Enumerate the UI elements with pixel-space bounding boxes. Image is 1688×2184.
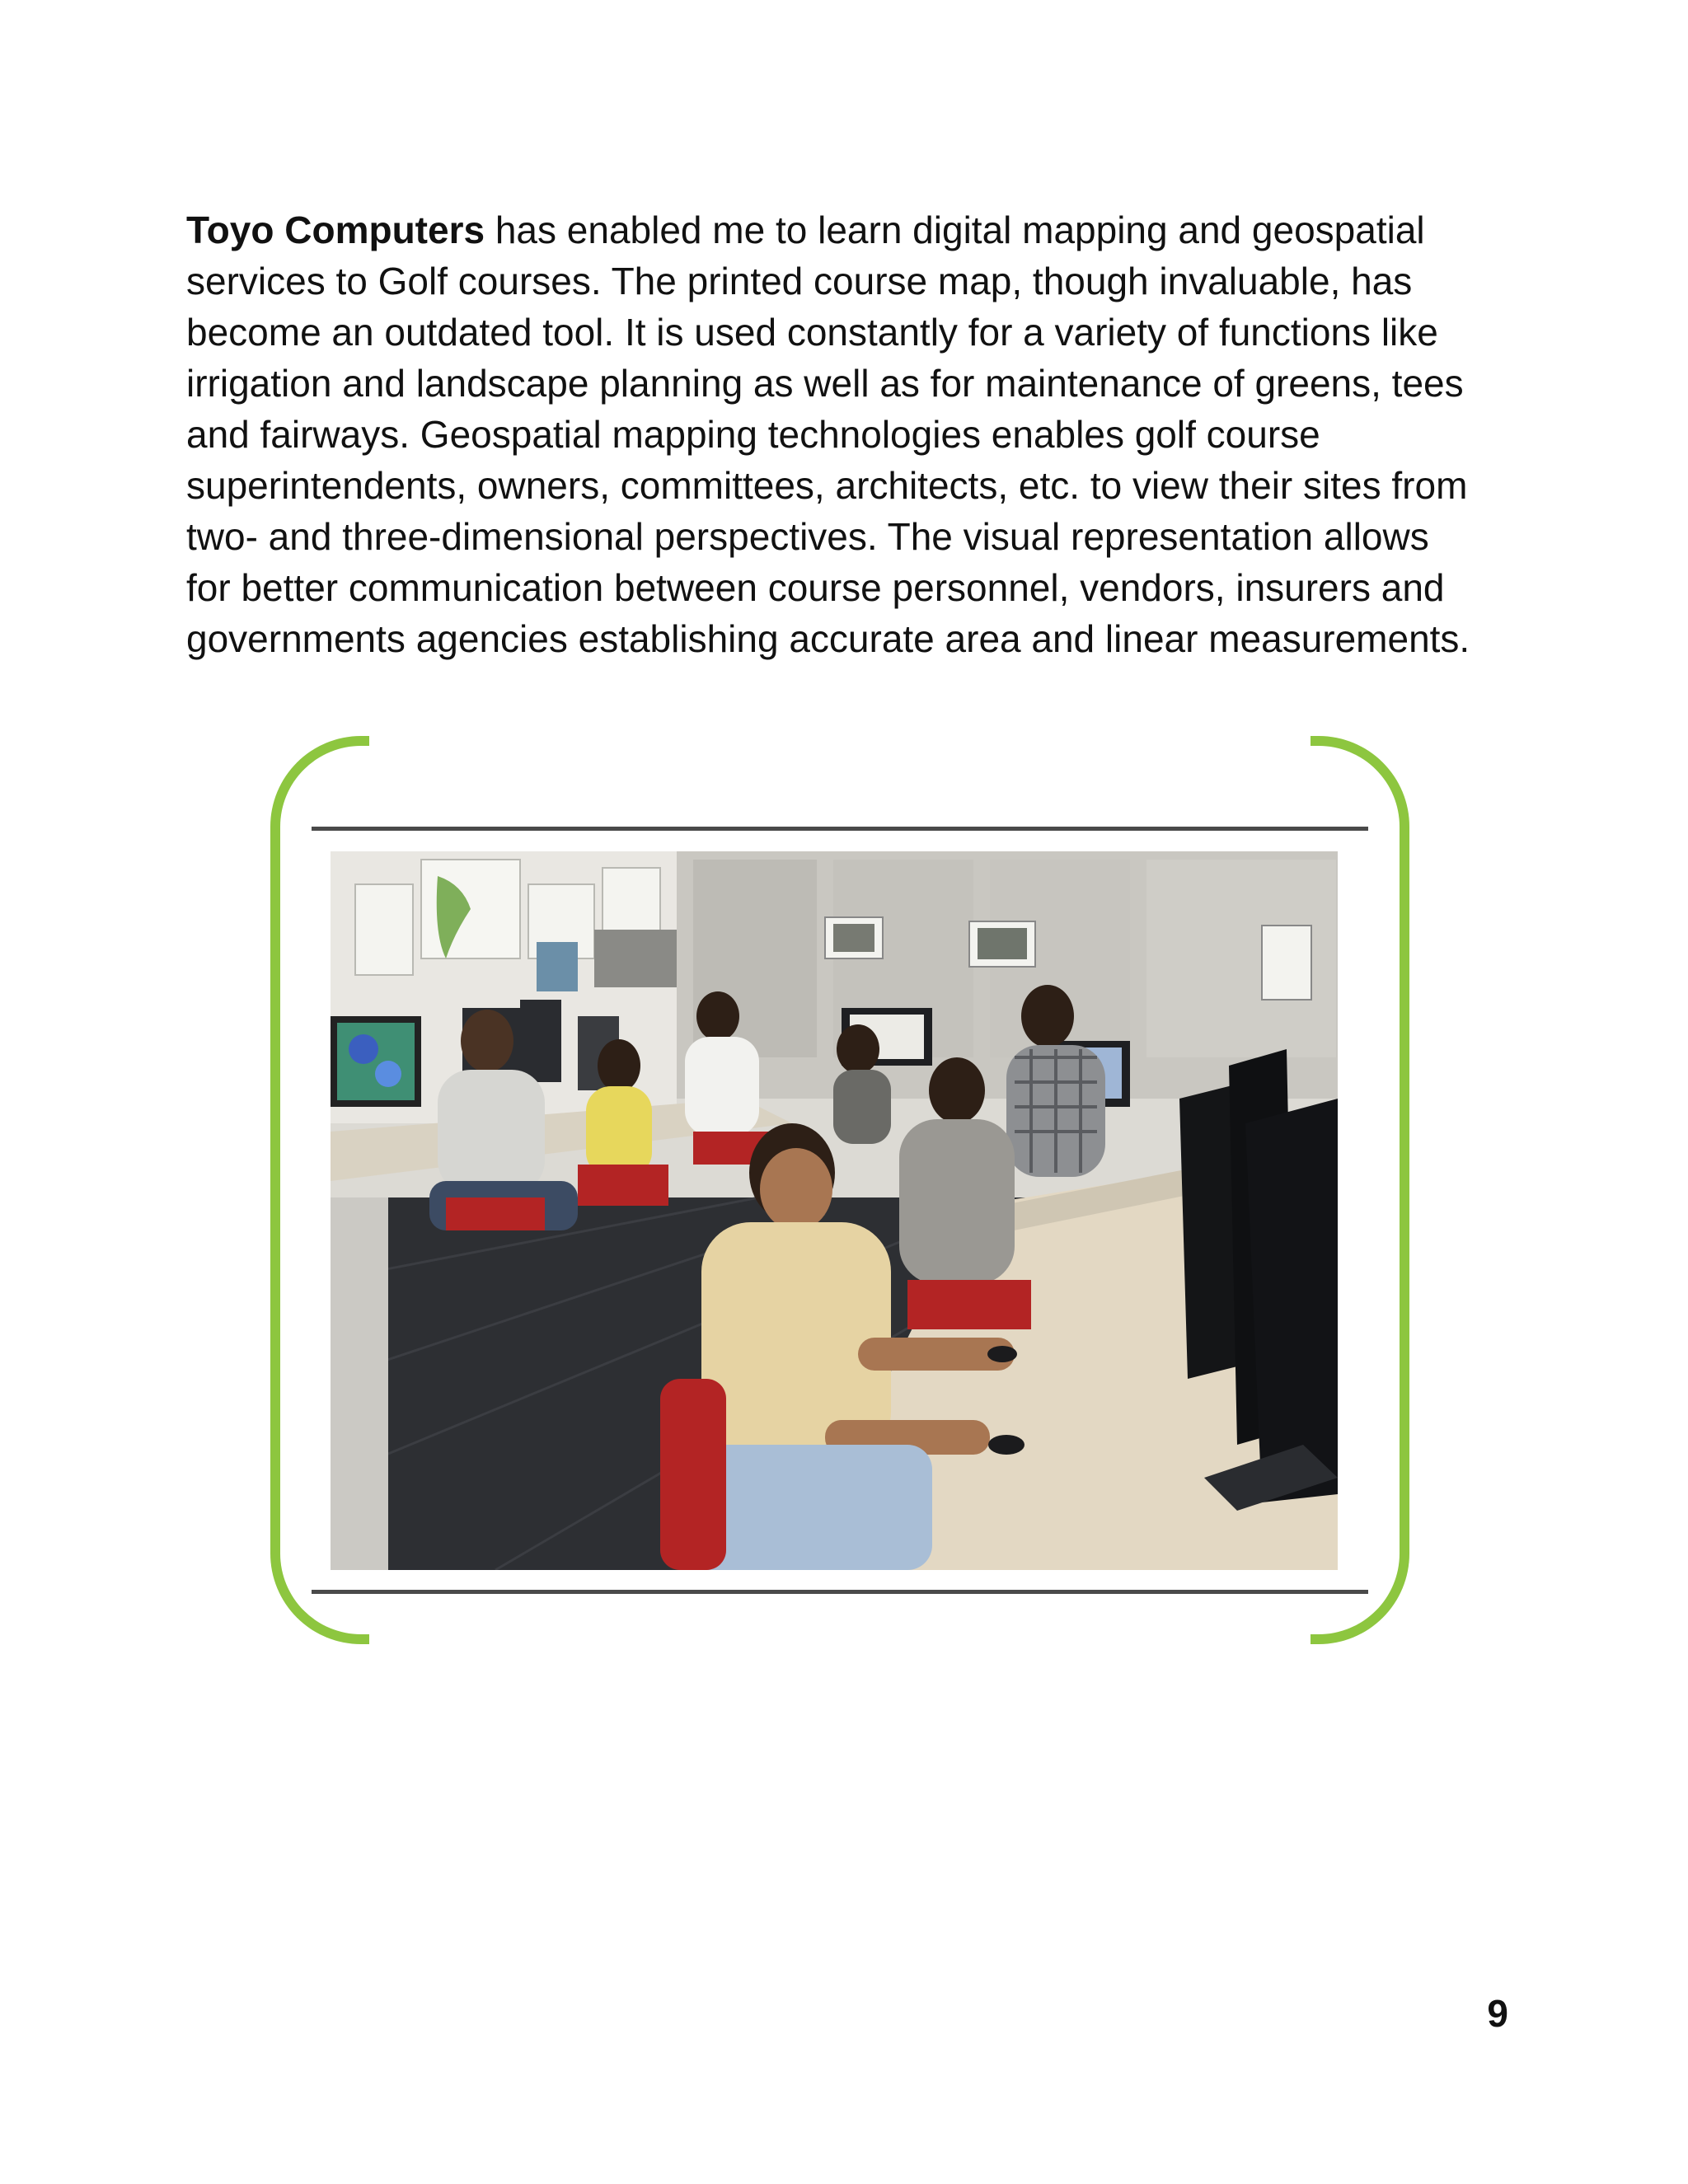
paragraph-line-1	[186, 204, 1522, 255]
paragraph-line-5: and fairways. Geospatial mapping technologies enables golf course	[186, 413, 1320, 456]
paragraph-line-8: for better communication between course personnel, vendors, insurers and	[186, 566, 1445, 609]
page-number: 9	[1487, 1992, 1508, 2035]
paragraph-line-2: services to Golf courses. The printed course map, though invaluable, has	[186, 260, 1413, 302]
computer-lab-photo	[331, 851, 1338, 1570]
paragraph-line-1-text: has enabled me to learn digital mapping and geospatial	[485, 209, 1425, 251]
frame-rule-top	[312, 827, 1368, 831]
computer-lab-illustration	[331, 851, 1338, 1570]
paragraph-line-4: irrigation and landscape planning as well as for maintenance of greens, tees	[186, 362, 1464, 405]
body-paragraph	[186, 204, 1522, 664]
paragraph-line-7: two- and three-dimensional perspectives. The visual representation allows	[186, 515, 1429, 558]
paragraph-line-9: governments agencies establishing accurate area and linear measurements.	[186, 617, 1470, 660]
company-name: Toyo Computers	[186, 209, 485, 251]
photo-frame	[270, 736, 1409, 1644]
frame-rule-bottom	[312, 1590, 1368, 1594]
paragraph-line-6: superintendents, owners, committees, architects, etc. to view their sites from	[186, 464, 1468, 507]
paragraph-line-3: become an outdated tool. It is used constantly for a variety of functions like	[186, 311, 1438, 354]
